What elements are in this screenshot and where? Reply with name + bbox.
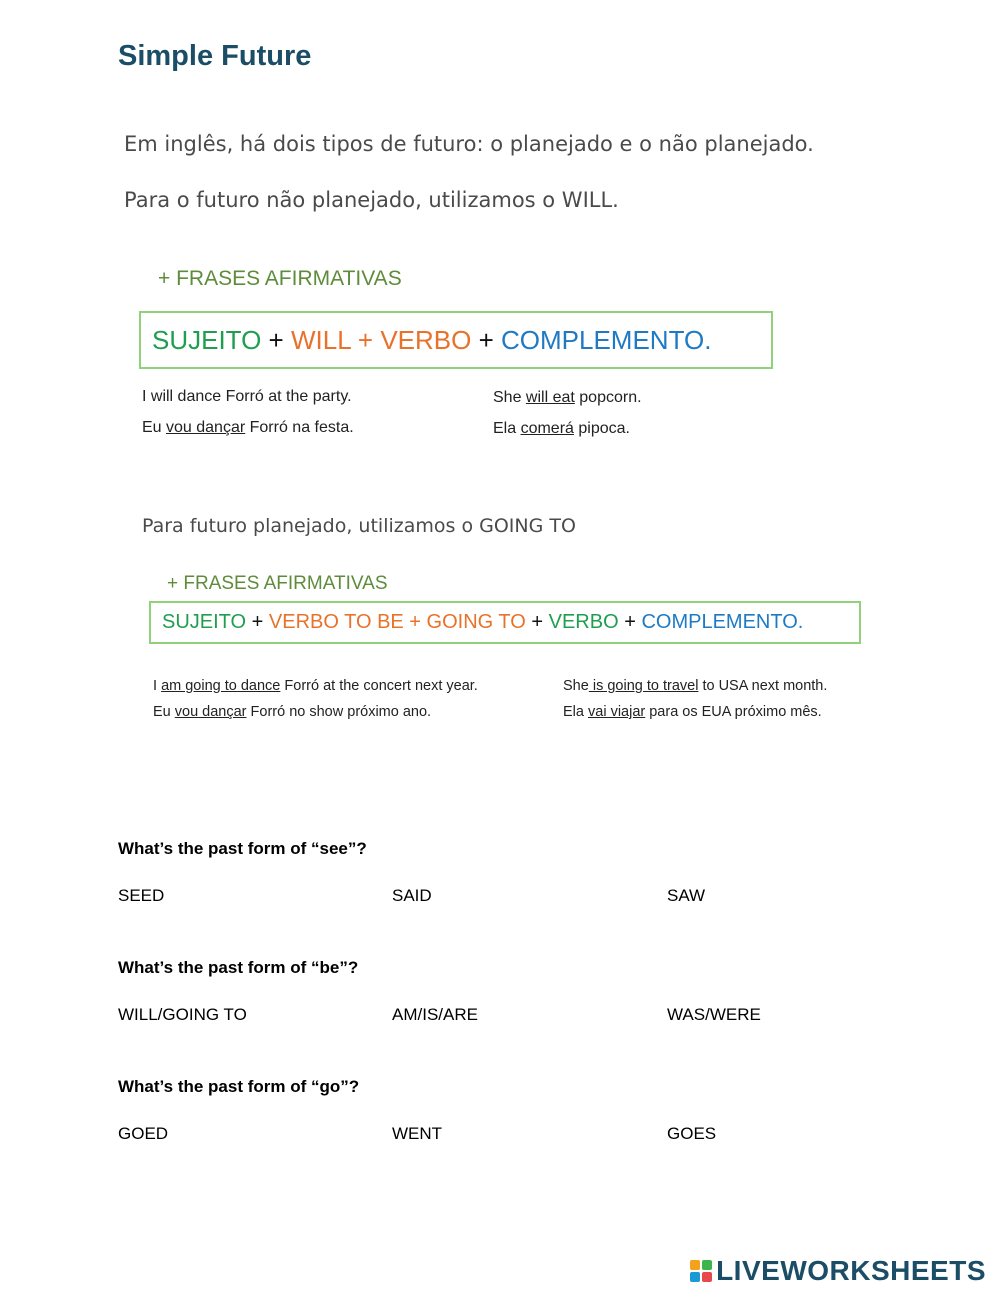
logo-text: LIVEWORKSHEETS	[716, 1255, 986, 1286]
going-to-intro: Para futuro planejado, utilizamos o GOING TO	[142, 515, 576, 537]
formula-verb: VERBO	[548, 611, 619, 633]
example-text: She	[493, 389, 526, 406]
formula-plus: +	[525, 611, 549, 633]
example-text: Ela	[563, 704, 588, 720]
example-text: I	[153, 678, 162, 694]
going-to-formula-box	[149, 601, 861, 644]
formula-plus: +	[471, 324, 501, 355]
example-text: para os EUA próximo mês.	[645, 704, 822, 720]
will-example-left-en	[142, 388, 352, 406]
formula-will-verb: WILL + VERBO	[290, 324, 472, 355]
formula-complement: COMPLEMENTO.	[500, 324, 712, 355]
logo-mark-cell	[702, 1260, 712, 1270]
example-underlined: comerá	[520, 420, 574, 437]
logo-mark-cell	[690, 1272, 700, 1282]
example-underlined: am going to dance	[161, 678, 281, 694]
formula-subject: SUJEITO	[162, 611, 247, 633]
will-example-right-pt	[493, 420, 630, 438]
example-underlined: is going to travel	[588, 678, 699, 694]
formula-plus: +	[261, 324, 291, 355]
example-text: Forró na festa.	[245, 419, 354, 436]
logo-mark-cell	[690, 1260, 700, 1270]
intro-line-2: Para o futuro não planejado, utilizamos o WILL.	[124, 188, 619, 212]
example-text: I will dance Forró at the party.	[142, 388, 352, 405]
going-to-section-label: + FRASES AFIRMATIVAS	[167, 573, 388, 594]
example-text: Forró at the concert next year.	[280, 678, 478, 694]
going-example-right-en	[563, 678, 827, 694]
example-underlined: will eat	[525, 389, 575, 406]
example-text: pipoca.	[573, 420, 630, 437]
liveworksheets-logo-mark-icon	[690, 1260, 712, 1282]
example-underlined: vai viajar	[588, 704, 646, 720]
example-text: She	[563, 678, 589, 694]
formula-be-going-to: VERBO TO BE + GOING TO	[268, 611, 526, 633]
going-example-left-en	[153, 678, 478, 694]
page-title: Simple Future	[118, 40, 312, 72]
question-3-option-1[interactable]: GOED	[118, 1124, 169, 1143]
example-text: Eu	[142, 419, 167, 436]
example-text: to USA next month.	[698, 678, 828, 694]
question-2-option-3[interactable]: WAS/WERE	[667, 1005, 761, 1024]
formula-subject: SUJEITO	[152, 324, 262, 355]
going-example-left-pt	[153, 704, 431, 720]
will-section-label: + FRASES AFIRMATIVAS	[158, 267, 402, 290]
formula-complement: COMPLEMENTO.	[641, 611, 804, 633]
liveworksheets-logo	[690, 1255, 986, 1287]
example-underlined: vou dançar	[166, 419, 246, 436]
question-3-option-2[interactable]: WENT	[392, 1124, 443, 1143]
example-text: Forró no show próximo ano.	[246, 704, 432, 720]
logo-mark-cell	[702, 1272, 712, 1282]
question-2-option-2[interactable]: AM/IS/ARE	[392, 1005, 478, 1024]
will-example-left-pt	[142, 419, 354, 437]
question-1-option-1[interactable]: SEED	[118, 886, 165, 905]
question-2-option-1[interactable]: WILL/GOING TO	[118, 1005, 247, 1024]
question-1: What’s the past form of “see”?	[118, 839, 367, 858]
question-2: What’s the past form of “be”?	[118, 958, 359, 977]
will-formula-box	[139, 311, 773, 369]
question-1-option-2[interactable]: SAID	[392, 886, 432, 905]
formula-plus: +	[246, 611, 269, 633]
question-3: What’s the past form of “go”?	[118, 1077, 360, 1096]
intro-line-1: Em inglês, há dois tipos de futuro: o planejado e o não planejado.	[124, 132, 814, 156]
question-1-option-3[interactable]: SAW	[667, 886, 706, 905]
question-3-option-3[interactable]: GOES	[667, 1124, 717, 1143]
example-underlined: vou dançar	[174, 704, 247, 720]
example-text: popcorn.	[574, 389, 642, 406]
will-example-right-en	[493, 389, 642, 407]
example-text: Ela	[493, 420, 521, 437]
going-example-right-pt	[563, 704, 822, 720]
formula-plus: +	[618, 611, 642, 633]
example-text: Eu	[153, 704, 175, 720]
